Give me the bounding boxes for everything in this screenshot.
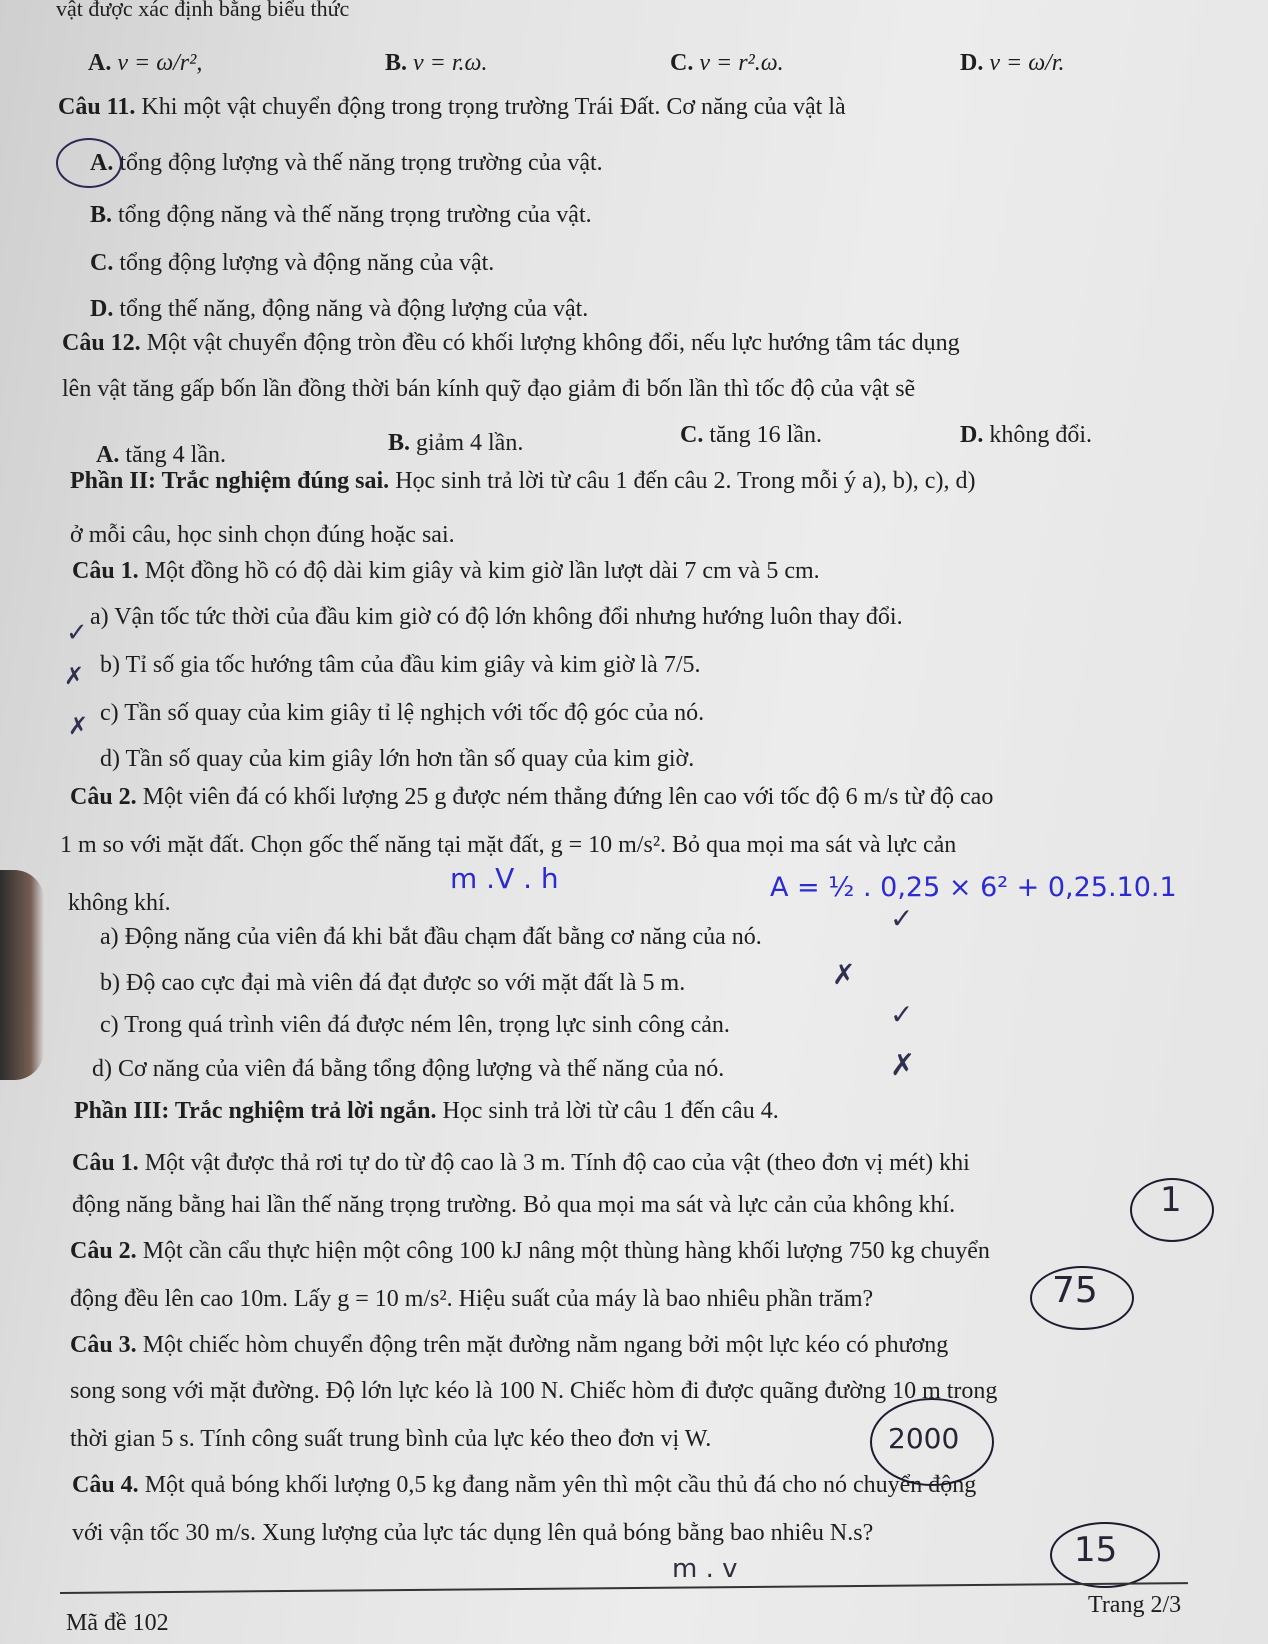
cross-mark-icon: ✗	[68, 712, 89, 740]
part3-heading: Phần III: Trắc nghiệm trả lời ngắn. Học sinh trả lời từ câu 1 đến câu 4.	[74, 1098, 779, 1124]
q12-stem-2: lên vật tăng gấp bốn lần đồng thời bán kính quỹ đạo giảm đi bốn lần thì tốc độ của vật sẽ	[62, 376, 916, 402]
cross-mark-icon: ✗	[890, 1048, 916, 1083]
part3-q2-line-1: Câu 2. Một cần cẩu thực hiện một công 100 kJ nâng một thùng hàng khối lượng 750 kg chuyển	[70, 1238, 990, 1264]
part3-q3-line-3: thời gian 5 s. Tính công suất trung bình của lực kéo theo đơn vị W.	[70, 1426, 712, 1452]
part2-q2-stem-1: Câu 2. Một viên đá có khối lượng 25 g được ném thẳng đứng lên cao với tốc độ 6 m/s từ độ cao	[70, 784, 994, 810]
handwritten-answer-3: 2000	[888, 1422, 960, 1455]
q11-option-a: A. tổng động lượng và thế năng trọng trường của vật.	[90, 150, 603, 176]
answer-circle-q11	[56, 138, 122, 188]
handwritten-answer-1: 1	[1160, 1180, 1182, 1220]
q11-stem: Câu 11. Khi một vật chuyển động trong trọng trường Trái Đất. Cơ năng của vật là	[58, 94, 846, 120]
part3-q2-line-2: động đều lên cao 10m. Lấy g = 10 m/s². Hiệu suất của máy là bao nhiêu phần trăm?	[70, 1286, 874, 1312]
part2-q1-stem: Câu 1. Một đồng hồ có độ dài kim giây và kim giờ lần lượt dài 7 cm và 5 cm.	[72, 558, 820, 584]
handwritten-mv-2: m . v	[672, 1554, 738, 1584]
q10-option-c: C. v = r².ω.	[670, 50, 784, 76]
q12-option-b: B. giảm 4 lần.	[388, 430, 524, 456]
part2-q2-stem-3: không khí.	[68, 890, 171, 916]
part2-heading: Phần II: Trắc nghiệm đúng sai. Học sinh trả lời từ câu 1 đến câu 2. Trong mỗi ý a), b), c), d)	[70, 468, 976, 494]
q10-option-b: B. v = r.ω.	[385, 50, 488, 76]
q12-stem-1: Câu 12. Một vật chuyển động tròn đều có khối lượng không đổi, nếu lực hướng tâm tác dụng	[62, 330, 960, 356]
handwritten-formula: A = ½ . 0,25 × 6² + 0,25.10.1	[770, 872, 1177, 903]
part3-q3-line-1: Câu 3. Một chiếc hòm chuyển động trên mặt đường nằm ngang bởi một lực kéo có phương	[70, 1332, 949, 1358]
part3-q3-line-2: song song với mặt đường. Độ lớn lực kéo là 100 N. Chiếc hòm đi được quãng đường 10 m trong	[70, 1378, 998, 1404]
cross-mark-icon: ✗	[64, 662, 85, 690]
part3-q4-line-1: Câu 4. Một quả bóng khối lượng 0,5 kg đang nằm yên thì một cầu thủ đá cho nó chuyển động	[72, 1472, 977, 1498]
handwritten-answer-2: 75	[1052, 1270, 1098, 1311]
q10-option-a: A. v = ω/r²,	[88, 50, 203, 76]
q12-option-d: D. không đổi.	[960, 422, 1093, 448]
q11-option-d: D. tổng thế năng, động năng và động lượng của vật.	[90, 296, 589, 322]
q11-option-c: C. tổng động lượng và động năng của vật.	[90, 250, 495, 276]
part3-q4-line-2: với vận tốc 30 m/s. Xung lượng của lực tác dụng lên quả bóng bằng bao nhiêu N.s?	[72, 1520, 874, 1546]
q12-option-a: A. tăng 4 lần.	[96, 442, 226, 468]
handwritten-mv: m .V . h	[450, 862, 559, 895]
part2-q2-stem-2: 1 m so với mặt đất. Chọn gốc thế năng tại mặt đất, g = 10 m/s². Bỏ qua mọi ma sát và lực cản	[60, 832, 957, 858]
part3-q1-line-2: động năng bằng hai lần thế năng trọng trường. Bỏ qua mọi ma sát và lực cản của không khí.	[72, 1192, 956, 1218]
q12-option-c: C. tăng 16 lần.	[680, 422, 822, 448]
page-number: Trang 2/3	[1088, 1592, 1182, 1618]
part2-q1-item-b: b) Tỉ số gia tốc hướng tâm của đầu kim giây và kim giờ là 7/5.	[100, 652, 701, 678]
part2-q1-item-a: a) Vận tốc tức thời của đầu kim giờ có độ lớn không đổi nhưng hướng luôn thay đổi.	[90, 604, 903, 630]
cross-mark-icon: ✗	[832, 958, 856, 991]
part2-q2-item-b: b) Độ cao cực đại mà viên đá đạt được so với mặt đất là 5 m.	[100, 970, 686, 996]
part2-q2-item-d: d) Cơ năng của viên đá bằng tổng động lượng và thế năng của nó.	[92, 1056, 725, 1082]
part2-q2-item-c: c) Trong quá trình viên đá được ném lên, trọng lực sinh công cản.	[100, 1012, 730, 1038]
top-line: vật được xác định bằng biểu thức	[56, 0, 350, 21]
part2-q1-item-d: d) Tần số quay của kim giây lớn hơn tần số quay của kim giờ.	[100, 746, 695, 772]
finger-shadow	[0, 870, 44, 1080]
checkmark-icon: ✓	[890, 902, 914, 935]
footer-rule	[60, 1582, 1188, 1594]
exam-code: Mã đề 102	[66, 1610, 169, 1636]
part2-q1-item-c: c) Tần số quay của kim giây tỉ lệ nghịch với tốc độ góc của nó.	[100, 700, 705, 726]
checkmark-icon: ✓	[890, 998, 914, 1031]
part2-intro: ở mỗi câu, học sinh chọn đúng hoặc sai.	[70, 522, 455, 548]
q11-option-b: B. tổng động năng và thế năng trọng trường của vật.	[90, 202, 592, 228]
handwritten-answer-4: 15	[1074, 1530, 1118, 1570]
q10-option-d: D. v = ω/r.	[960, 50, 1065, 76]
checkmark-icon: ✓	[66, 618, 88, 648]
part3-q1-line-1: Câu 1. Một vật được thả rơi tự do từ độ cao là 3 m. Tính độ cao của vật (theo đơn vị mét) khi	[72, 1150, 970, 1176]
part2-q2-item-a: a) Động năng của viên đá khi bắt đầu chạm đất bằng cơ năng của nó.	[100, 924, 762, 950]
